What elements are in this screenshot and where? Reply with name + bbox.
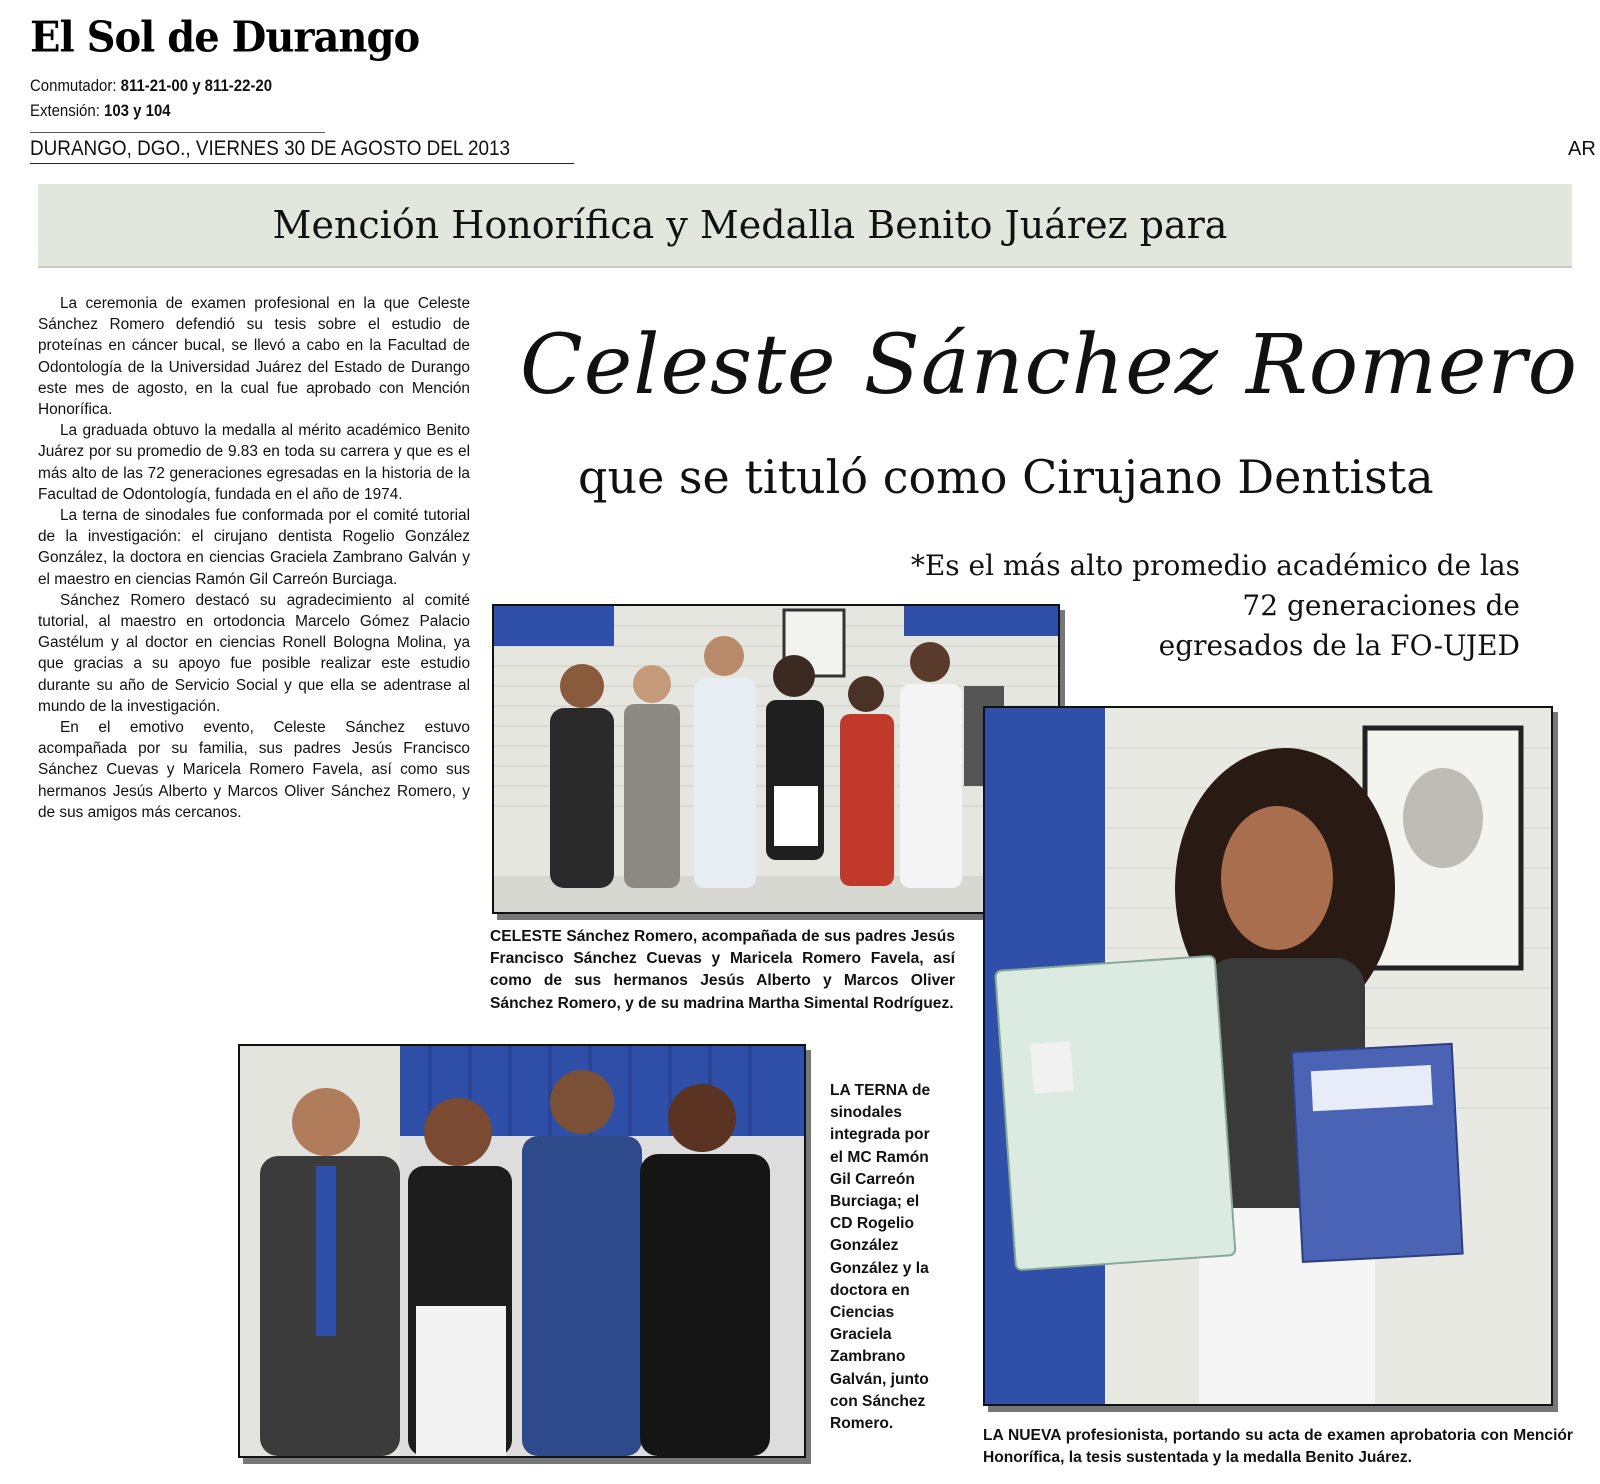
- photo-caption-committee: [830, 1080, 940, 1435]
- paragraph: Sánchez Romero destacó su agradecimiento al comité tutorial, al maestro en ortodoncia Marcelo Gómez Palacio Gastélum y al doctor en ciencias Ronell Bologna Molina, ya que gracias a su apoyo fue posible realizar este estudio durante su año de Servicio Social y que ella se adentrase al mundo de la investigación.: [38, 591, 470, 715]
- masthead-divider: [30, 132, 325, 133]
- dateline: DURANGO, DGO., VIERNES 30 DE AGOSTO DEL 2013: [30, 137, 511, 160]
- committee-photo: [238, 1044, 806, 1458]
- paragraph: La graduada obtuvo la medalla al mérito académico Benito Juárez por su promedio de 9.83 en toda su carrera y que es el más alto de las 72 generaciones egresadas en la historia de la Facultad de Odontología, fundada en el año de 1974.: [38, 422, 470, 503]
- switchboard-line: [30, 76, 272, 96]
- paragraph: La ceremonia de examen profesional en la que Celeste Sánchez Romero defendió su tesis sobre el estudio de proteínas en cáncer bucal, se llevó a cabo en la Facultad de Odontología de la Universidad Juárez del Estado de Durango este mes de agosto, en la cual fue aprobado con Mención Honorífica.: [38, 295, 470, 419]
- switchboard-label: Conmutador:: [30, 76, 117, 95]
- paragraph: En el emotivo evento, Celeste Sánchez estuvo acompañada por su familia, sus padres Jesús Francisco Sánchez Cuevas y Maricela Romero Favela, así como sus hermanos Jesús Alberto y Marcos Oliver Sánchez Romero, y de sus amigos más cercanos.: [38, 719, 470, 821]
- deck-line: *Es el más alto promedio académico de las: [910, 549, 1520, 582]
- deck-line: egresados de la FO-UJED: [1158, 629, 1520, 662]
- deck-line: 72 generaciones de: [1242, 589, 1520, 622]
- photo-caption-group: [490, 926, 955, 1015]
- cropped-edge-text: AR: [1568, 138, 1596, 160]
- group-photo: [492, 604, 1060, 914]
- photo-caption-graduate: [983, 1425, 1573, 1469]
- extension-label: Extensión:: [30, 101, 100, 120]
- switchboard-value: 811-21-00 y 811-22-20: [120, 76, 273, 95]
- subheadline: que se tituló como Cirujano Dentista: [578, 450, 1434, 504]
- article-body: [38, 293, 470, 823]
- kicker-text: Mención Honorífica y Medalla Benito Juárez para: [272, 203, 1228, 247]
- caption-text: de sinodales integrada por el MC Ramón Gil Carreón Burciaga; el CD Rogelio González González y la doctora en Ciencias Graciela Zambrano Galván, junto con Sánchez Romero.: [830, 1082, 931, 1433]
- caption-lead: LA NUEVA: [983, 1427, 1061, 1444]
- caption-lead: CELESTE: [490, 928, 562, 945]
- kicker-banner: [38, 184, 1572, 268]
- caption-lead: LA TERNA: [830, 1082, 908, 1099]
- graduate-photo: [983, 706, 1553, 1406]
- newspaper-logo: El Sol de Durango: [30, 12, 420, 63]
- extension-line: [30, 101, 171, 121]
- caption-text: Sánchez Romero, acompañada de sus padres Jesús Francisco Sánchez Cuevas y Maricela Romero Favela, así como de sus hermanos Jesús Alberto y Marcos Oliver Sánchez Romero, y de su madrina Martha Simental Rodríguez.: [490, 928, 955, 1012]
- dateline-rule: [30, 163, 574, 164]
- headline: Celeste Sánchez Romero: [520, 318, 1579, 413]
- paragraph: La terna de sinodales fue conformada por el comité tutorial de la investigación: el cirujano dentista Rogelio González González, la doctora en ciencias Graciela Zambrano Galván y el maestro en ciencias Ramón Gil Carreón Burciaga.: [38, 507, 470, 588]
- extension-value: 103 y 104: [104, 101, 171, 120]
- caption-text: profesionista, portando su acta de examen aprobatoria con Menciór Honorífica, la tesis sustentada y la medalla Benito Juárez.: [983, 1427, 1573, 1467]
